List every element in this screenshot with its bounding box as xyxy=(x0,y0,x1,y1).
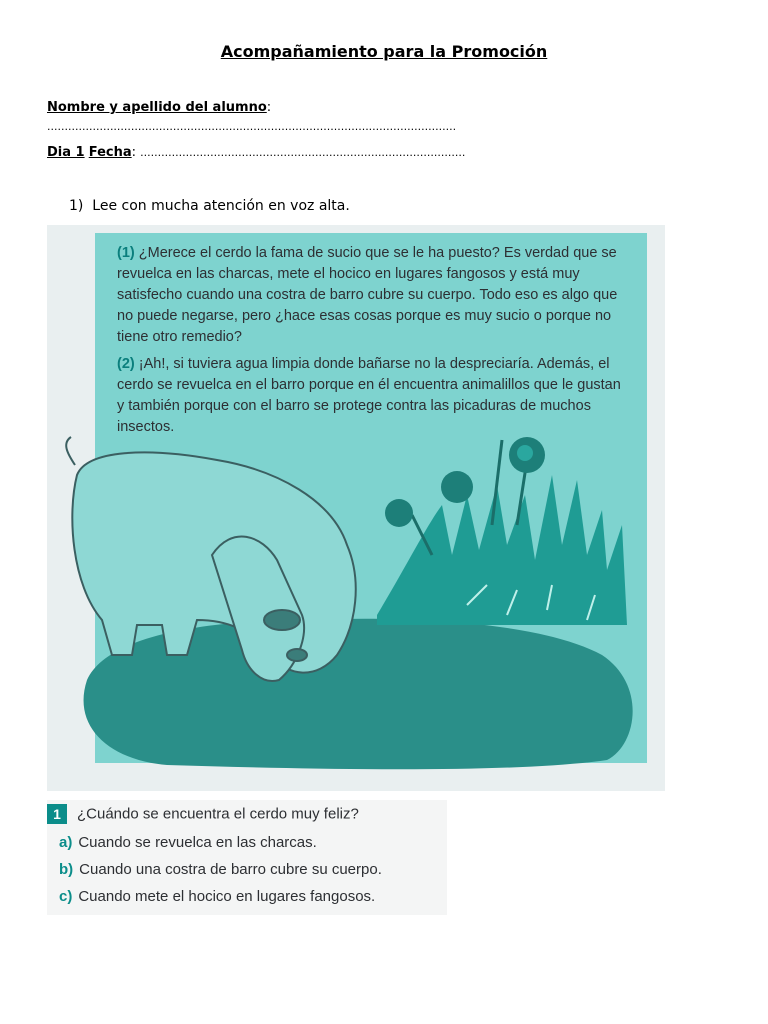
question-header xyxy=(47,804,447,824)
name-dots: ..................................................................................................................... xyxy=(47,120,457,133)
option-c[interactable] xyxy=(59,888,447,905)
instruction-text: Lee con mucha atención en voz alta. xyxy=(92,198,350,214)
option-b[interactable] xyxy=(59,861,447,878)
student-name-line xyxy=(47,100,271,115)
page-title: Acompañamiento para la Promoción xyxy=(220,42,548,61)
option-letter: b) xyxy=(59,861,74,878)
date-line xyxy=(47,145,465,160)
day-label: Dia 1 xyxy=(47,145,85,160)
reading-text xyxy=(117,243,629,444)
option-a[interactable] xyxy=(59,834,447,851)
reading-scan xyxy=(47,225,665,791)
instruction xyxy=(69,198,350,214)
option-letter: c) xyxy=(59,888,73,905)
date-colon: : xyxy=(131,145,137,160)
date-label: Fecha xyxy=(88,145,132,160)
question-number-badge: 1 xyxy=(47,804,67,824)
question-text: ¿Cuándo se encuentra el cerdo muy feliz? xyxy=(77,805,359,823)
question-block xyxy=(47,800,447,915)
paragraph-1-number: (1) xyxy=(117,245,135,261)
name-colon: : xyxy=(266,100,272,115)
paragraph-2 xyxy=(117,354,629,438)
paragraph-2-text: ¡Ah!, si tuviera agua limpia donde bañarse no la despreciaría. Además, el cerdo se revuelca en el barro porque en él encuentra animalillos que le gustan y también porque con el barro se protege contra las picaduras de muchos insectos. xyxy=(117,356,621,435)
paragraph-1-text: ¿Merece el cerdo la fama de sucio que se le ha puesto? Es verdad que se revuelca en las charcas, mete el hocico en lugares fangosos y está muy satisfecho cuando una costra de barro cubre su cuerpo. Todo eso es algo que no puede negarse, pero ¿hace esas cosas porque es muy sucio o porque no tiene otro remedio? xyxy=(117,245,618,345)
option-letter: a) xyxy=(59,834,73,851)
grass xyxy=(377,475,627,625)
date-dots: ............................................................................................. xyxy=(140,146,466,159)
option-text: Cuando mete el hocico en lugares fangosos. xyxy=(78,888,376,905)
paragraph-1 xyxy=(117,243,629,348)
option-text: Cuando una costra de barro cubre su cuerpo. xyxy=(79,861,382,878)
option-text: Cuando se revuelca en las charcas. xyxy=(78,834,317,851)
name-label: Nombre y apellido del alumno xyxy=(47,100,267,115)
paragraph-2-number: (2) xyxy=(117,356,135,372)
instruction-number: 1) xyxy=(69,198,84,214)
